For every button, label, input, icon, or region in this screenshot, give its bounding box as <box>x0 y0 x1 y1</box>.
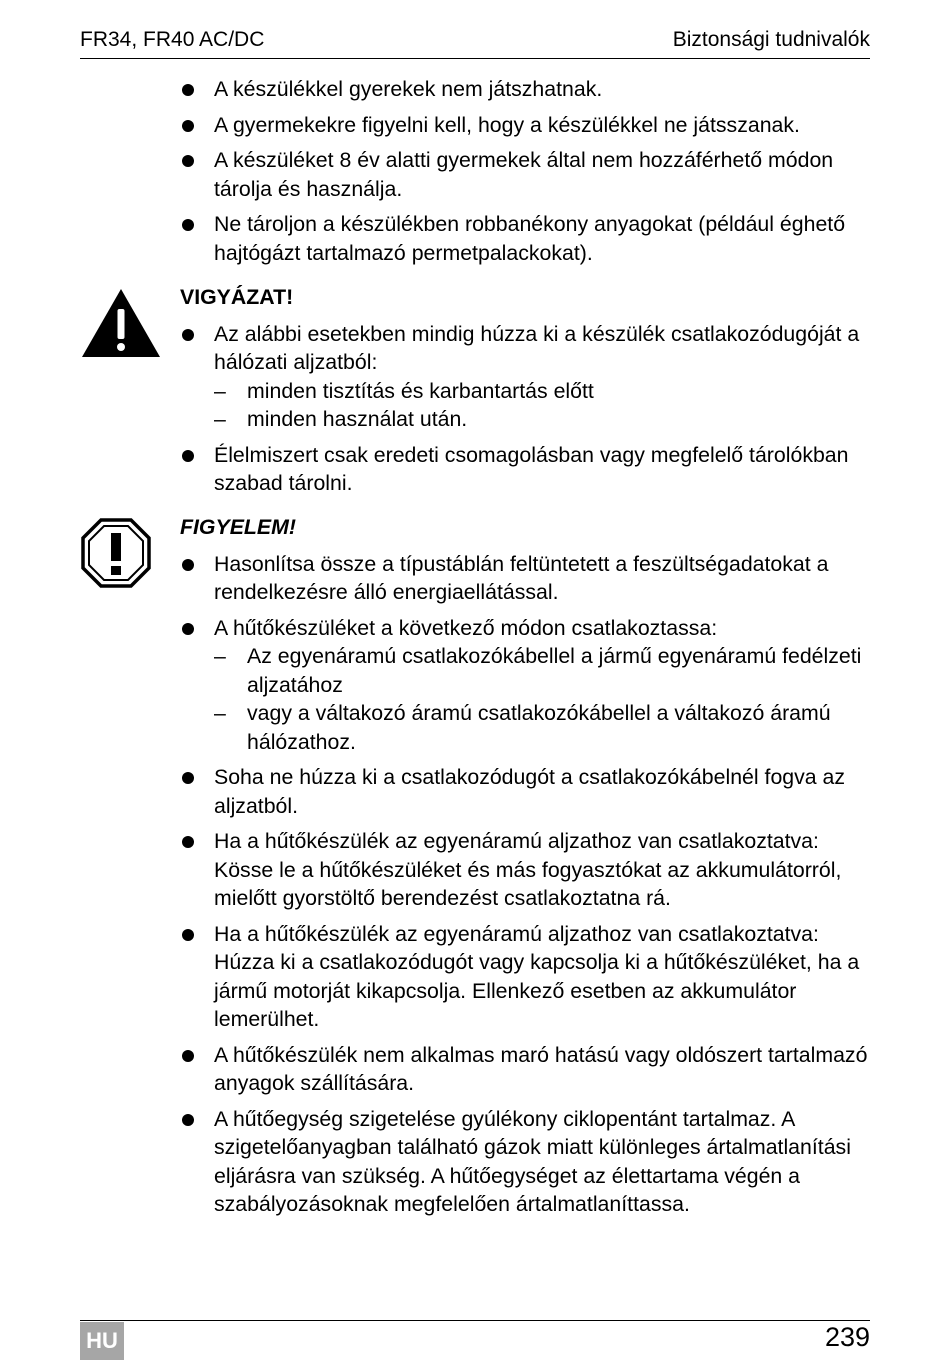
dash-text: minden használat után. <box>247 407 468 431</box>
warning-triangle-icon <box>80 287 162 359</box>
list-item: A készülékkel gyerekek nem játszhatnak. <box>180 75 880 104</box>
header-section-title: Biztonsági tudnivalók <box>672 28 870 51</box>
dash-text: vagy a váltakozó áramú csatlakozókábellel a váltakozó áramú hálózathoz. <box>247 701 831 754</box>
warning-title: VIGYÁZAT! <box>180 285 294 309</box>
header-model: FR34, FR40 AC/DC <box>80 28 265 51</box>
list-item: A gyermekekre figyelni kell, hogy a készülékkel ne játsszanak. <box>180 111 880 140</box>
list-item: Ha a hűtőkészülék az egyenáramú aljzathoz van csatlakoztatva: Kösse le a hűtőkészüléket és más fogyasztókat az akkumulátorról, mielőtt gyorstöltő berendezést csatlakoztatna rá. <box>180 827 880 913</box>
dash-item <box>180 642 880 699</box>
notice-octagon-icon <box>80 517 152 589</box>
dash-marker: – <box>214 407 226 431</box>
page-header <box>80 24 870 59</box>
dash-item <box>180 699 880 756</box>
footer-divider <box>80 1320 870 1321</box>
list-item: A hűtőkészülék nem alkalmas maró hatású vagy oldószert tartalmazó anyagok szállítására. <box>180 1041 880 1098</box>
warning-section <box>180 283 880 505</box>
dash-item <box>180 405 880 434</box>
list-item: A hűtőegység szigetelése gyúlékony ciklopentánt tartalmaz. A szigetelőanyagban található gázok miatt különleges ártalmatlanítási eljárásra van szükség. A hűtőegységet az élettartama végén a szabályozásoknak megfelelően ártalmatlaníttassa. <box>180 1105 880 1219</box>
list-item: A készüléket 8 év alatti gyermekek által nem hozzáférhető módon tárolja és használja. <box>180 146 880 203</box>
dash-marker: – <box>214 378 226 403</box>
list-item: Élelmiszert csak eredeti csomagolásban vagy megfelelő tárolókban szabad tárolni. <box>180 441 880 498</box>
dash-text: Az egyenáramú csatlakozókábellel a jármű egyenáramú fedélzeti aljzatához <box>247 644 862 697</box>
dash-marker: – <box>214 701 226 725</box>
dash-item <box>180 377 880 406</box>
list-item: Az alábbi esetekben mindig húzza ki a készülék csatlakozódugóját a hálózati aljzatból: <box>180 320 880 377</box>
intro-list <box>180 75 880 274</box>
page-number: 239 <box>824 1322 870 1352</box>
list-item: Ne tároljon a készülékben robbanékony anyagokat (például éghető hajtógázt tartalmazó permetpalackokat). <box>180 210 880 267</box>
list-item: Ha a hűtőkészülék az egyenáramú aljzathoz van csatlakoztatva: Húzza ki a csatlakozódugót vagy kapcsolja ki a hűtőkészüléket, ha a jármű motorját kikapcsolja. Ellenkező esetben az akkumulátor lemerülhet. <box>180 920 880 1034</box>
dash-marker: – <box>214 644 226 668</box>
list-item: Soha ne húzza ki a csatlakozódugót a csatlakozókábelnél fogva az aljzatból. <box>180 763 880 820</box>
dash-text: minden tisztítás és karbantartás előtt <box>247 378 594 403</box>
language-badge: HU <box>80 1322 124 1360</box>
notice-section <box>180 513 880 1226</box>
list-item: Hasonlítsa össze a típustáblán feltüntetett a feszültségadatokat a rendelkezésre álló energiaellátással. <box>180 550 880 607</box>
notice-title: FIGYELEM! <box>180 515 296 539</box>
list-item: A hűtőkészüléket a következő módon csatlakoztassa: <box>180 614 880 643</box>
